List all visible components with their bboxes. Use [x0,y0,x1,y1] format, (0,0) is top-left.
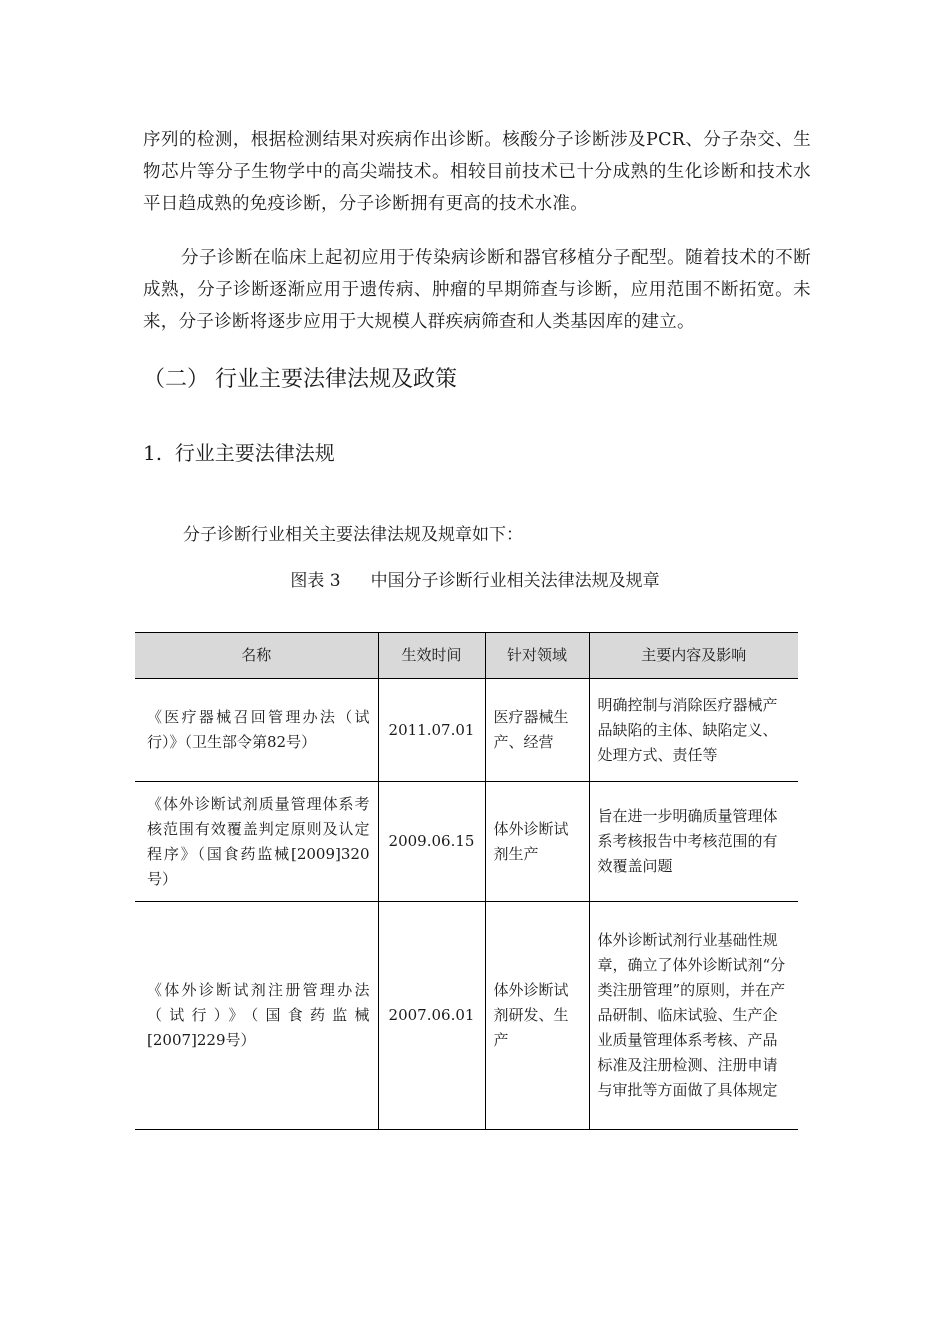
cell-content: 旨在进一步明确质量管理体系考核报告中考核范围的有效覆盖问题 [589,782,798,902]
cell-content: 明确控制与消除医疗器械产品缺陷的主体、缺陷定义、处理方式、责任等 [589,679,798,782]
section-heading [143,362,457,398]
caption-title: 中国分子诊断行业相关法律法规及规章 [370,571,660,591]
cell-name: 《体外诊断试剂质量管理体系考核范围有效覆盖判定原则及认定程序》（国食药监械[2009]320号） [135,782,378,902]
cell-date: 2007.06.01 [378,902,485,1130]
cell-name: 《体外诊断试剂注册管理办法（试行）》（国食药监械[2007]229号） [135,902,378,1130]
cell-field: 体外诊断试剂研发、生产 [485,902,589,1130]
cell-date: 2009.06.15 [378,782,485,902]
section-title: 行业主要法律法规及政策 [215,367,458,392]
cell-date: 2011.07.01 [378,679,485,782]
table-caption [0,566,950,596]
cell-name: 《医疗器械召回管理办法（试行）》（卫生部令第82号） [135,679,378,782]
header-field: 针对领域 [485,633,589,679]
subsection-heading [143,436,335,470]
header-content: 主要内容及影响 [589,633,798,679]
header-name: 名称 [135,633,378,679]
table-row [135,782,798,902]
body-paragraph-1: 序列的检测，根据检测结果对疾病作出诊断。核酸分子诊断涉及PCR、分子杂交、生物芯片等分子生物学中的高尖端技术。相较目前技术已十分成熟的生化诊断和技术水平日趋成熟的免疫诊断，分子诊断拥有更高的技术水准。 [143,130,811,214]
table-intro-text: 分子诊断行业相关主要法律法规及规章如下： [183,525,523,545]
regulations-table [135,632,798,1130]
section-number: （二） [143,367,210,392]
table-row [135,902,798,1130]
cell-field: 体外诊断试剂生产 [485,782,589,902]
subsection-title: 行业主要法律法规 [174,441,335,465]
subsection-number: 1. [143,441,163,465]
table-row [135,679,798,782]
body-paragraph-2: 分子诊断在临床上起初应用于传染病诊断和器官移植分子配型。随着技术的不断成熟，分子诊断逐渐应用于遗传病、肿瘤的早期筛查与诊断，应用范围不断拓宽。未来，分子诊断将逐步应用于大规模人群疾病筛查和人类基因库的建立。 [143,248,811,332]
cell-field: 医疗器械生产、经营 [485,679,589,782]
header-effective-date: 生效时间 [378,633,485,679]
table-header-row [135,633,798,679]
caption-label: 图表 3 [290,571,341,591]
cell-content: 体外诊断试剂行业基础性规章，确立了体外诊断试剂“分类注册管理”的原则，并在产品研制、临床试验、生产企业质量管理体系考核、产品标准及注册检测、注册申请与审批等方面做了具体规定 [589,902,798,1130]
